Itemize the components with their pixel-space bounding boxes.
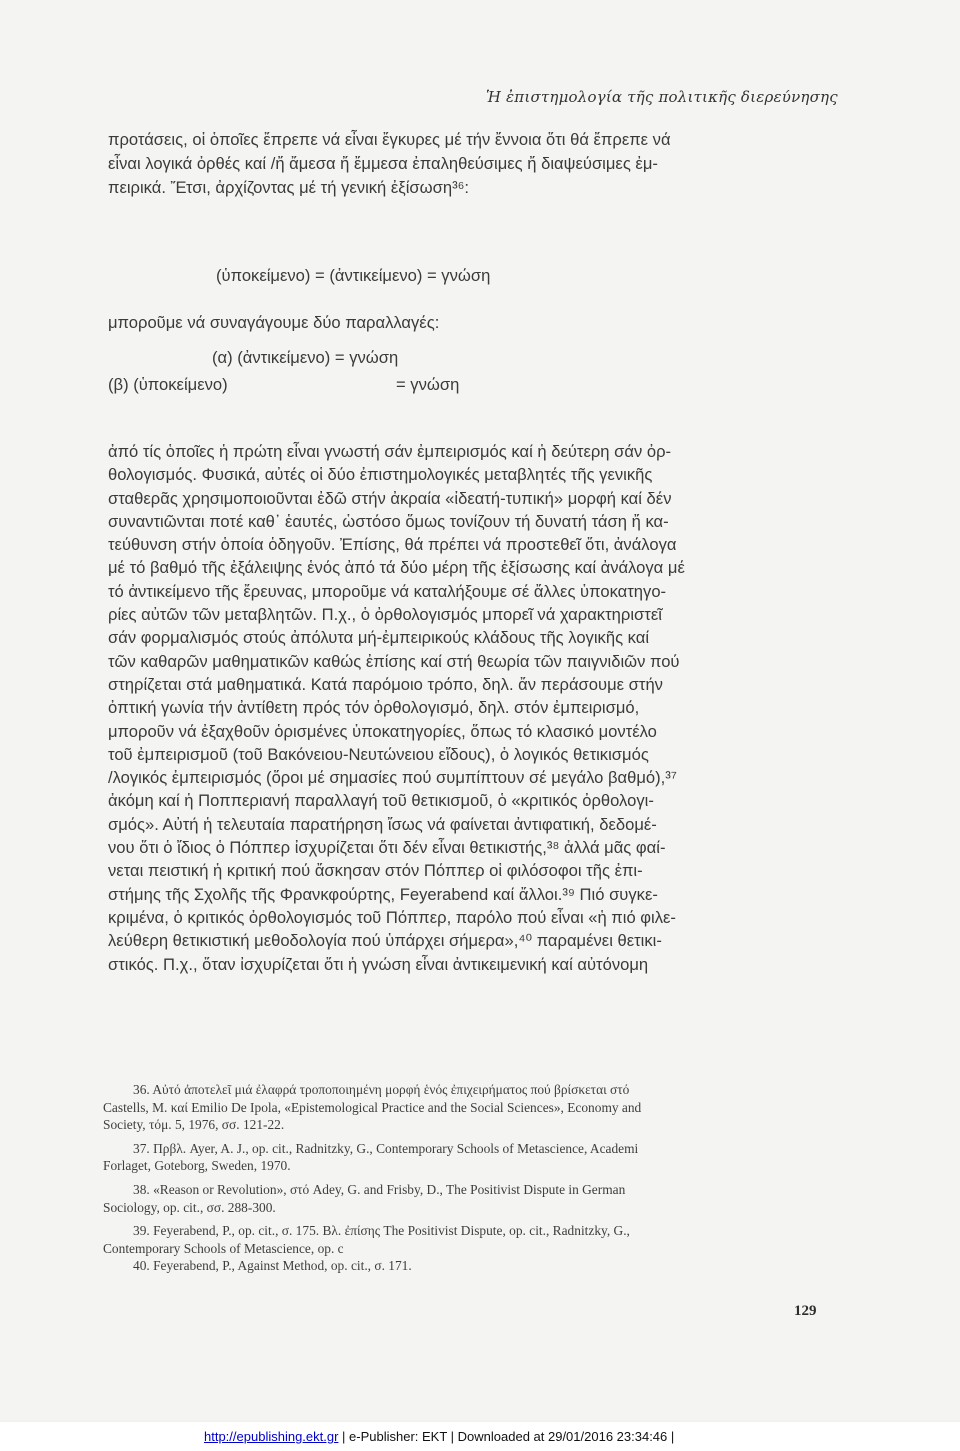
page-number: 129	[794, 1303, 817, 1319]
running-head: Ἡ ἐπιστημολογία τῆς πολιτικῆς διερεύνησης	[486, 88, 838, 106]
equation-intro: μποροῦμε νά συναγάγουμε δύο παραλλαγές:	[108, 313, 440, 332]
footnote-39-line: 39. Feyerabend, P., op. cit., σ. 175. Βλ. ἐπίσης The Positivist Dispute, op. cit., Radnitzky, G.,	[133, 1223, 630, 1239]
text-line: ἀκόμη καί ἡ Ποππεριανή παραλλαγή τοῦ θετικισμοῦ, ὁ «κριτικός ὀρθολογι-	[108, 791, 654, 811]
variant-b: (β) (ὑποκείμενο)	[108, 375, 228, 394]
footnote-37-line: Forlaget, Goteborg, Sweden, 1970.	[103, 1158, 291, 1174]
paragraph-2	[108, 440, 824, 1046]
text-line: /λογικός ἐμπειρισμός (ὅροι μέ σημασίες πού συμπίπτουν σέ μεγάλο βαθμό),³⁷	[108, 768, 677, 788]
text-line: στήμης τῆς Σχολῆς τῆς Φρανκφούρτης, Feyerabend καί ἄλλοι.³⁹ Πιό συγκε-	[108, 884, 658, 904]
text-line: νεται πειστική ἡ κριτική πού ἄσκησαν στόν Πόππερ οἱ φιλόσοφοι τῆς ἐπι-	[108, 861, 643, 881]
text-line	[108, 999, 824, 1022]
text-line: νου ὅτι ὁ ἴδιος ὁ Πόππερ ἰσχυρίζεται ὅτι δέν εἶναι θετικιστής,³⁸ ἀλλά μᾶς φαί-	[108, 838, 666, 858]
footer-info: | e-Publisher: EKT | Downloaded at 29/01/2016 23:34:46 |	[338, 1429, 675, 1444]
text-line: προτάσεις, οἱ ὁποῖες ἔπρεπε νά εἶναι ἔγκυρες μέ τήν ἔννοια ὅτι θά ἔπρεπε νά	[108, 130, 671, 149]
text-line	[108, 1022, 824, 1045]
text-line: στικός. Π.χ., ὅταν ἰσχυρίζεται ὅτι ἡ γνώση εἶναι ἀντικειμενική καί αὐτόνομη	[108, 954, 649, 974]
text-line: ἀπό τίς ὁποῖες ἡ πρώτη εἶναι γνωστή σάν ἐμπειρισμός καί ἡ δεύτερη σάν ὀρ-	[108, 442, 672, 461]
text-line: τό ἀντικείμενο τῆς ἔρευνας, μποροῦμε νά καταλήξουμε σέ ἄλλες ὑποκατηγο-	[108, 581, 667, 601]
download-footer	[204, 1429, 674, 1444]
text-line: εἶναι λογικά ὀρθές καί /ἤ ἄμεσα ἤ ἔμμεσα ἐπαληθεύσιμες ἤ διαψεύσιμες ἐμ-	[108, 154, 658, 173]
general-equation: (ὑποκείμενο) = (ἀντικείμενο) = γνώση	[216, 266, 491, 285]
text-line: ὀπτική γωνία τήν ἀντίθετη πρός τόν ὀρθολογισμό, δηλ. στόν ἐμπειρισμό,	[108, 698, 640, 718]
text-line: κριμένα, ὁ κριτικός ὀρθολογισμός τοῦ Πόππερ, παρόλο πού εἶναι «ἡ πιό φιλε-	[108, 907, 676, 927]
text-line: πειρικά. Ἔτσι, ἀρχίζοντας μέ τή γενική ἐξίσωση³⁶:	[108, 178, 470, 197]
text-line: μποροῦν νά ἐξαχθοῦν ὁρισμένες ὑποκατηγορίες, ὅπως τό κλασικό μοντέλο	[108, 721, 657, 741]
text-line: λεύθερη θετικιστική μεθοδολογία πού ὑπάρχει σήμερα»,⁴⁰ παραμένει θετικι-	[108, 931, 662, 951]
footnote-39-line: Contemporary Schools of Metascience, op. c	[103, 1240, 344, 1256]
footnotes	[103, 1081, 823, 1275]
text-line: θολογισμός. Φυσικά, αὐτές οἱ δύο ἐπιστημολογικές μεταβλητές τῆς γενικῆς	[108, 465, 653, 485]
variant-a: (α) (ἀντικείμενο) = γνώση	[212, 348, 399, 367]
text-line: τεύθυνση στήν ὁποία ὁδηγοῦν. Ἐπίσης, θά πρέπει νά προστεθεῖ ὅτι, ἀνάλογα	[108, 535, 677, 555]
paragraph-1	[108, 128, 824, 200]
footnote-36-line: Castells, M. καί Emilio De Ipola, «Epistemological Practice and the Social Sciences», Economy and	[103, 1099, 642, 1115]
text-line: μέ τό βαθμό τῆς ἐξάλειψης ἑνός ἀπό τά δύο μέρη τῆς ἐξίσωσης καί ἀνάλογα μέ	[108, 558, 685, 578]
footnote-40-line: 40. Feyerabend, P., Against Method, op. cit., σ. 171.	[133, 1258, 412, 1274]
footnote-36-line: 36. Αὐτό ἀποτελεῖ μιά ἐλαφρά τροποποιημένη μορφή ἑνός ἐπιχειρήματος πού βρίσκεται στό	[133, 1082, 630, 1097]
text-line: σάν φορμαλισμός στούς ἀπόλυτα μή-ἐμπειρικούς κλάδους τῆς λογικῆς καί	[108, 628, 650, 648]
text-line: ρίες αὐτῶν τῶν μεταβλητῶν. Π.χ., ὁ ὀρθολογισμός μπορεῖ νά χαρακτηριστεῖ	[108, 605, 662, 625]
text-line: συναντιῶνται ποτέ καθ᾽ ἑαυτές, ὡστόσο ὅμως τονίζουν τή δυνατή τάση ἤ κα-	[108, 511, 669, 531]
text-line: σταθερᾶς χρησιμοποιοῦνται ἐδῶ στήν ἀκραία «ἰδεατή-τυπική» μορφή καί δέν	[108, 488, 672, 508]
footnote-36-line: Society, τόμ. 5, 1976, σσ. 121-22.	[103, 1117, 285, 1133]
text-line: σμός». Αὐτή ἡ τελευταία παρατήρηση ἴσως νά φαίνεται ἀντιφατική, δεδομέ-	[108, 814, 657, 834]
footnote-38-line: 38. «Reason or Revolution», στό Adey, G. and Frisby, D., The Positivist Dispute in German	[133, 1181, 626, 1197]
text-line: τοῦ ἐμπειρισμοῦ (τοῦ Βακόνειου-Νευτώνειου εἴδους), ὁ λογικός θετικισμός	[108, 744, 649, 764]
text-line: τῶν καθαρῶν μαθηματικῶν καθώς ἐπίσης καί στή θεωρία τῶν παιγνιδιῶν πού	[108, 651, 680, 671]
footnote-38-line: Sociology, op. cit., σσ. 288-300.	[103, 1199, 276, 1215]
text-line	[108, 976, 824, 999]
epublishing-link[interactable]: http://epublishing.ekt.gr	[204, 1429, 339, 1444]
text-line: στηρίζεται στά μαθηματικά. Κατά παρόμοιο τρόπο, δηλ. ἄν περάσουμε στήν	[108, 674, 663, 694]
footnote-37-line: 37. Πρβλ. Ayer, A. J., op. cit., Radnitzky, G., Contemporary Schools of Metascience, Academi	[133, 1140, 639, 1156]
variant-b-rhs: = γνώση	[396, 375, 460, 394]
